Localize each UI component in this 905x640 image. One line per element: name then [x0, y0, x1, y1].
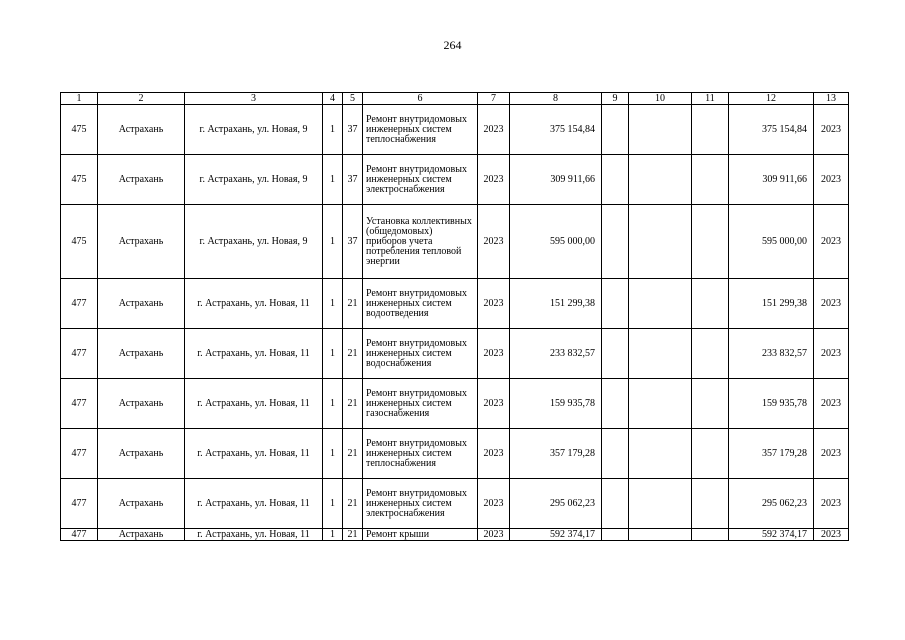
cell-cost: 159 935,78 [510, 379, 602, 429]
cell-cost-total: 233 832,57 [729, 329, 814, 379]
cell-object-number: 477 [61, 279, 98, 329]
cell-municipality: Астрахань [98, 479, 185, 529]
table-row [61, 329, 849, 379]
cell-year: 2023 [478, 379, 510, 429]
cell-work-type: Ремонт внутридомовых инженерных систем электроснабжения [363, 155, 478, 205]
cell-cost-total: 375 154,84 [729, 105, 814, 155]
header-cell: 3 [185, 93, 323, 105]
table-row [61, 379, 849, 429]
cell-cost-total: 357 179,28 [729, 429, 814, 479]
cell-col4: 1 [323, 379, 343, 429]
cell-col9 [602, 205, 629, 279]
cell-col9 [602, 479, 629, 529]
cell-col4: 1 [323, 105, 343, 155]
cell-col11 [692, 479, 729, 529]
cell-cost: 309 911,66 [510, 155, 602, 205]
cell-work-type: Ремонт внутридомовых инженерных систем теплоснабжения [363, 429, 478, 479]
cell-end-year: 2023 [814, 429, 849, 479]
cell-object-number: 475 [61, 205, 98, 279]
cell-year: 2023 [478, 205, 510, 279]
header-cell: 7 [478, 93, 510, 105]
cell-col5: 21 [343, 379, 363, 429]
cell-col5: 37 [343, 105, 363, 155]
cell-col11 [692, 155, 729, 205]
header-cell: 2 [98, 93, 185, 105]
header-cell: 11 [692, 93, 729, 105]
cell-col5: 37 [343, 205, 363, 279]
cell-col11 [692, 105, 729, 155]
cell-cost: 595 000,00 [510, 205, 602, 279]
header-cell: 6 [363, 93, 478, 105]
works-table [60, 92, 849, 541]
cell-municipality: Астрахань [98, 329, 185, 379]
header-cell: 8 [510, 93, 602, 105]
cell-work-type: Установка коллективных (общедомовых) приборов учета потребления тепловой энергии [363, 205, 478, 279]
cell-col10 [629, 279, 692, 329]
header-cell: 12 [729, 93, 814, 105]
header-cell: 13 [814, 93, 849, 105]
cell-municipality: Астрахань [98, 429, 185, 479]
cell-col4: 1 [323, 155, 343, 205]
cell-work-type: Ремонт крыши [363, 529, 478, 541]
cell-col10 [629, 479, 692, 529]
cell-year: 2023 [478, 105, 510, 155]
cell-col5: 21 [343, 479, 363, 529]
cell-col11 [692, 529, 729, 541]
cell-col9 [602, 329, 629, 379]
cell-object-number: 477 [61, 329, 98, 379]
cell-col5: 21 [343, 279, 363, 329]
cell-col4: 1 [323, 429, 343, 479]
cell-address: г. Астрахань, ул. Новая, 11 [185, 479, 323, 529]
cell-municipality: Астрахань [98, 379, 185, 429]
cell-cost: 592 374,17 [510, 529, 602, 541]
cell-col9 [602, 105, 629, 155]
cell-col9 [602, 279, 629, 329]
table-row [61, 529, 849, 541]
cell-work-type: Ремонт внутридомовых инженерных систем водоотведения [363, 279, 478, 329]
table-row [61, 279, 849, 329]
cell-end-year: 2023 [814, 529, 849, 541]
page-number: 264 [443, 38, 462, 52]
table-row [61, 155, 849, 205]
cell-object-number: 475 [61, 105, 98, 155]
cell-cost-total: 309 911,66 [729, 155, 814, 205]
cell-address: г. Астрахань, ул. Новая, 11 [185, 529, 323, 541]
cell-end-year: 2023 [814, 329, 849, 379]
cell-year: 2023 [478, 429, 510, 479]
cell-address: г. Астрахань, ул. Новая, 11 [185, 329, 323, 379]
header-cell: 4 [323, 93, 343, 105]
cell-cost: 151 299,38 [510, 279, 602, 329]
cell-address: г. Астрахань, ул. Новая, 9 [185, 155, 323, 205]
cell-cost: 357 179,28 [510, 429, 602, 479]
cell-year: 2023 [478, 529, 510, 541]
cell-work-type: Ремонт внутридомовых инженерных систем водоснабжения [363, 329, 478, 379]
cell-col10 [629, 529, 692, 541]
cell-object-number: 477 [61, 479, 98, 529]
cell-col11 [692, 279, 729, 329]
cell-col11 [692, 379, 729, 429]
cell-cost-total: 151 299,38 [729, 279, 814, 329]
cell-cost-total: 595 000,00 [729, 205, 814, 279]
cell-work-type: Ремонт внутридомовых инженерных систем электроснабжения [363, 479, 478, 529]
cell-end-year: 2023 [814, 479, 849, 529]
cell-col4: 1 [323, 479, 343, 529]
cell-end-year: 2023 [814, 105, 849, 155]
cell-work-type: Ремонт внутридомовых инженерных систем теплоснабжения [363, 105, 478, 155]
header-row [61, 93, 849, 105]
cell-col10 [629, 429, 692, 479]
cell-col4: 1 [323, 529, 343, 541]
cell-cost: 375 154,84 [510, 105, 602, 155]
cell-address: г. Астрахань, ул. Новая, 9 [185, 105, 323, 155]
cell-col10 [629, 329, 692, 379]
cell-year: 2023 [478, 329, 510, 379]
cell-end-year: 2023 [814, 205, 849, 279]
cell-municipality: Астрахань [98, 155, 185, 205]
cell-object-number: 477 [61, 429, 98, 479]
table-row [61, 429, 849, 479]
cell-end-year: 2023 [814, 379, 849, 429]
cell-object-number: 477 [61, 529, 98, 541]
cell-col9 [602, 155, 629, 205]
cell-end-year: 2023 [814, 279, 849, 329]
cell-col4: 1 [323, 279, 343, 329]
cell-col11 [692, 205, 729, 279]
cell-col5: 21 [343, 329, 363, 379]
cell-col5: 37 [343, 155, 363, 205]
cell-col9 [602, 529, 629, 541]
cell-cost: 233 832,57 [510, 329, 602, 379]
header-cell: 1 [61, 93, 98, 105]
cell-col4: 1 [323, 329, 343, 379]
header-cell: 9 [602, 93, 629, 105]
cell-col10 [629, 379, 692, 429]
cell-cost-total: 592 374,17 [729, 529, 814, 541]
cell-address: г. Астрахань, ул. Новая, 11 [185, 379, 323, 429]
cell-work-type: Ремонт внутридомовых инженерных систем газоснабжения [363, 379, 478, 429]
cell-col9 [602, 429, 629, 479]
table-row [61, 479, 849, 529]
cell-municipality: Астрахань [98, 105, 185, 155]
cell-col5: 21 [343, 529, 363, 541]
cell-year: 2023 [478, 279, 510, 329]
cell-address: г. Астрахань, ул. Новая, 11 [185, 279, 323, 329]
cell-municipality: Астрахань [98, 205, 185, 279]
cell-col11 [692, 429, 729, 479]
cell-col10 [629, 105, 692, 155]
cell-address: г. Астрахань, ул. Новая, 9 [185, 205, 323, 279]
cell-municipality: Астрахань [98, 279, 185, 329]
header-cell: 10 [629, 93, 692, 105]
cell-cost: 295 062,23 [510, 479, 602, 529]
cell-col4: 1 [323, 205, 343, 279]
cell-col10 [629, 155, 692, 205]
table-row [61, 205, 849, 279]
cell-col9 [602, 379, 629, 429]
cell-object-number: 475 [61, 155, 98, 205]
table-row [61, 105, 849, 155]
cell-cost-total: 159 935,78 [729, 379, 814, 429]
header-cell: 5 [343, 93, 363, 105]
cell-col10 [629, 205, 692, 279]
cell-col11 [692, 329, 729, 379]
cell-municipality: Астрахань [98, 529, 185, 541]
cell-cost-total: 295 062,23 [729, 479, 814, 529]
cell-year: 2023 [478, 155, 510, 205]
cell-address: г. Астрахань, ул. Новая, 11 [185, 429, 323, 479]
cell-end-year: 2023 [814, 155, 849, 205]
cell-year: 2023 [478, 479, 510, 529]
cell-col5: 21 [343, 429, 363, 479]
cell-object-number: 477 [61, 379, 98, 429]
